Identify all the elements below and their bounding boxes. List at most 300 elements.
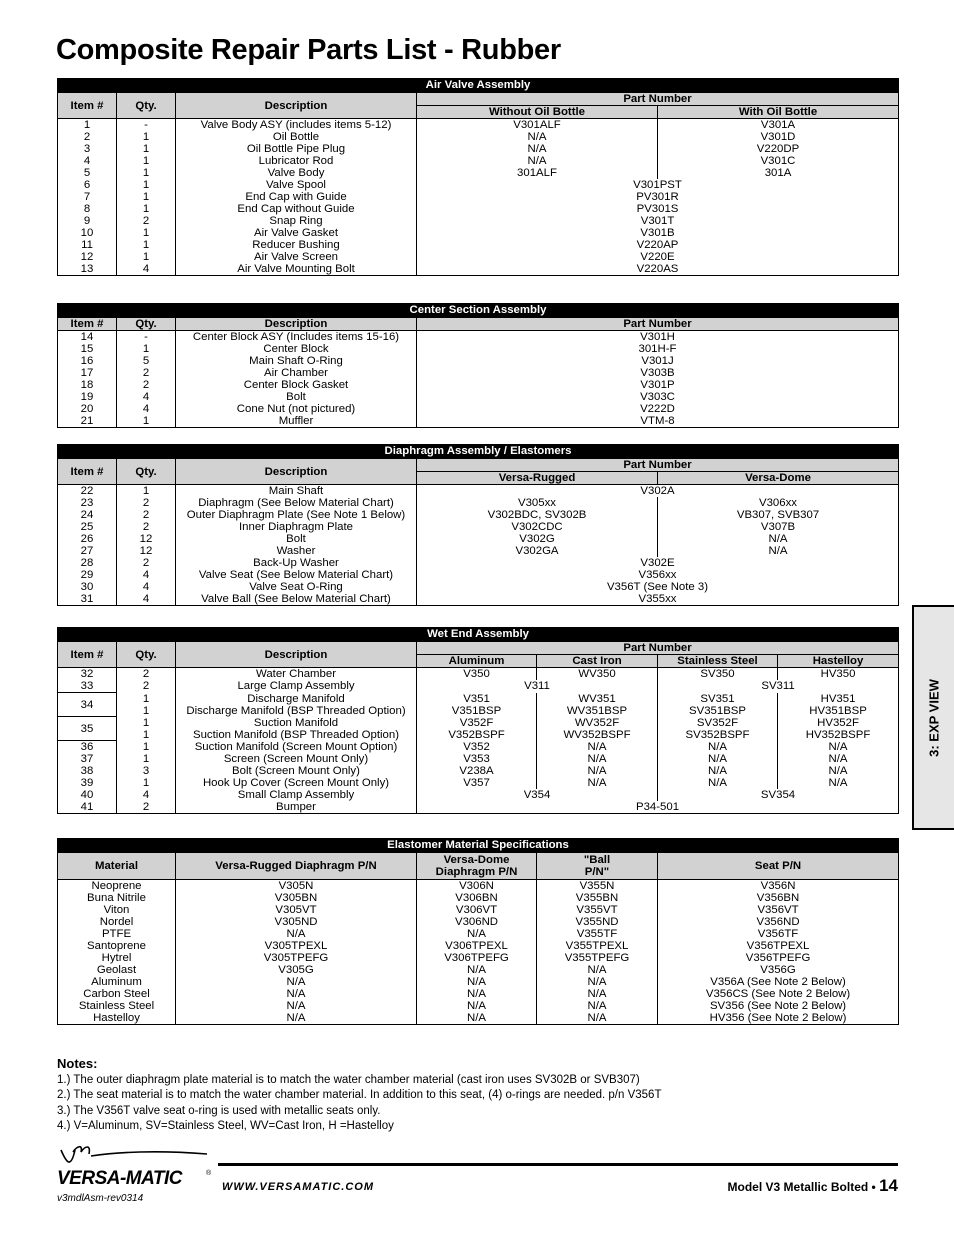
table-row xyxy=(58,557,899,569)
cell: N/A xyxy=(778,777,899,789)
cell: V306xx xyxy=(658,497,899,509)
cell: Valve Ball (See Below Material Chart) xyxy=(176,593,417,606)
cell: 19 xyxy=(58,391,117,403)
table-row xyxy=(58,801,899,814)
header-versa-dome: Versa-Dome xyxy=(658,472,899,485)
header-line: Diaphragm P/N xyxy=(435,866,518,878)
table-row xyxy=(58,680,899,693)
table-row xyxy=(58,988,899,1000)
section-title: Center Section Assembly xyxy=(58,304,899,318)
table-row xyxy=(58,569,899,581)
cell: V311 xyxy=(417,680,658,693)
table-row xyxy=(58,215,899,227)
section-tab-label: 3: EXP VIEW xyxy=(926,678,942,757)
header-with-oil-bottle: With Oil Bottle xyxy=(658,106,899,119)
cell: V356CS (See Note 2 Below) xyxy=(658,988,899,1000)
cell: V355TPEFG xyxy=(537,952,658,964)
note: 3.) The V356T valve seat o-ring is used with metallic seats only. xyxy=(57,1104,381,1117)
cell: Cone Nut (not pictured) xyxy=(176,403,417,415)
header-versa-rugged: Versa-Rugged xyxy=(417,472,658,485)
cell: V356BN xyxy=(658,892,899,904)
cell: 23 xyxy=(58,497,117,509)
cell: V356ND xyxy=(658,916,899,928)
cell: 301H-F xyxy=(417,343,899,355)
cell: V301A xyxy=(658,119,899,132)
cell: WV352F xyxy=(537,717,658,729)
cell: N/A xyxy=(537,1000,658,1012)
header-hastelloy: Hastelloy xyxy=(778,655,899,668)
cell: 39 xyxy=(58,777,117,789)
cell: Water Chamber xyxy=(176,668,417,681)
cell: 2 xyxy=(117,367,176,379)
header-versa-rugged-pn: Versa-Rugged Diaphragm P/N xyxy=(176,853,417,880)
cell: 13 xyxy=(58,263,117,276)
diaphragm-table xyxy=(57,444,899,606)
cell: Bolt (Screen Mount Only) xyxy=(176,765,417,777)
table-row xyxy=(58,705,899,717)
cell: Center Block Gasket xyxy=(176,379,417,391)
cell: V307B xyxy=(658,521,899,533)
table-row xyxy=(58,379,899,391)
header-item: Item # xyxy=(58,318,117,331)
header-part-number: Part Number xyxy=(417,642,899,655)
note: 2.) The seat material is to match the water chamber material. In addition to this seat, (4) o-rings are needed. p/n V356T xyxy=(57,1089,662,1101)
cell: V355N xyxy=(537,880,658,893)
table-row xyxy=(58,509,899,521)
cell: V305TPEXL xyxy=(176,940,417,952)
table-row xyxy=(58,143,899,155)
cell: Inner Diaphragm Plate xyxy=(176,521,417,533)
cell: 11 xyxy=(58,239,117,251)
table-row xyxy=(58,789,899,801)
cell: N/A xyxy=(417,155,658,167)
cell: V354 xyxy=(417,789,658,801)
cell: Snap Ring xyxy=(176,215,417,227)
cell: Center Block ASY (Includes items 15-16) xyxy=(176,331,417,344)
website-link[interactable]: WWW.VERSAMATIC.COM xyxy=(222,1181,375,1193)
cell: 1 xyxy=(117,167,176,179)
cell: 1 xyxy=(58,119,117,132)
cell: 12 xyxy=(117,533,176,545)
cell: V355TF xyxy=(537,928,658,940)
table-row xyxy=(58,593,899,606)
cell: 2 xyxy=(117,557,176,569)
cell: Air Valve Screen xyxy=(176,251,417,263)
cell: 5 xyxy=(58,167,117,179)
cell: 1 xyxy=(117,343,176,355)
header-qty: Qty. xyxy=(117,93,176,119)
cell: N/A xyxy=(778,753,899,765)
header-item: Item # xyxy=(58,459,117,485)
cell: SV351BSP xyxy=(658,705,778,717)
section-title: Diaphragm Assembly / Elastomers xyxy=(58,445,899,459)
cell: V357 xyxy=(417,777,537,789)
cell: 10 xyxy=(58,227,117,239)
table-row xyxy=(58,581,899,593)
table-row xyxy=(58,904,899,916)
cell: N/A xyxy=(658,765,778,777)
table-row xyxy=(58,753,899,765)
cell: 41 xyxy=(58,801,117,814)
cell: V222D xyxy=(417,403,899,415)
cell: Main Shaft xyxy=(176,485,417,498)
cell: 30 xyxy=(58,581,117,593)
cell: Aluminum xyxy=(58,976,176,988)
cell: Buna Nitrile xyxy=(58,892,176,904)
cell: End Cap with Guide xyxy=(176,191,417,203)
cell: N/A xyxy=(778,765,899,777)
header-seat-pn: Seat P/N xyxy=(658,853,899,880)
cell: Geolast xyxy=(58,964,176,976)
table-row xyxy=(58,239,899,251)
cell: V306TPEXL xyxy=(417,940,537,952)
table-row xyxy=(58,892,899,904)
cell: N/A xyxy=(537,741,658,754)
cell: N/A xyxy=(537,777,658,789)
header-part-number: Part Number xyxy=(417,318,899,331)
cell: SV356 (See Note 2 Below) xyxy=(658,1000,899,1012)
header-cast-iron: Cast Iron xyxy=(537,655,658,668)
revision-code: v3mdlAsm-rev0314 xyxy=(57,1193,144,1204)
note: 1.) The outer diaphragm plate material is to match the water chamber material (cast iron uses SV302B or SVB307) xyxy=(57,1073,640,1086)
cell: N/A xyxy=(417,964,537,976)
table-row xyxy=(58,497,899,509)
cell: 25 xyxy=(58,521,117,533)
section-tab[interactable] xyxy=(912,605,954,830)
cell: N/A xyxy=(537,753,658,765)
cell: V306TPEFG xyxy=(417,952,537,964)
cell: Hastelloy xyxy=(58,1012,176,1025)
cell: 26 xyxy=(58,533,117,545)
cell: Oil Bottle xyxy=(176,131,417,143)
cell: 3 xyxy=(58,143,117,155)
header-ball-pn xyxy=(537,853,658,880)
table-row xyxy=(58,964,899,976)
cell: 1 xyxy=(117,155,176,167)
cell: 1 xyxy=(117,729,176,741)
cell: Suction Manifold (BSP Threaded Option) xyxy=(176,729,417,741)
cell: N/A xyxy=(176,988,417,1000)
cell: Stainless Steel xyxy=(58,1000,176,1012)
cell: HV351 xyxy=(778,693,899,705)
cell: SV350 xyxy=(658,668,778,681)
cell: V356xx xyxy=(417,569,899,581)
notes xyxy=(57,1056,661,1135)
cell: V301P xyxy=(417,379,899,391)
cell: Carbon Steel xyxy=(58,988,176,1000)
cell: WV350 xyxy=(537,668,658,681)
cell: SV354 xyxy=(658,789,899,801)
cell: 4 xyxy=(117,403,176,415)
cell: 24 xyxy=(58,509,117,521)
cell: Screen (Screen Mount Only) xyxy=(176,753,417,765)
cell: 35 xyxy=(58,717,117,741)
cell: V305xx xyxy=(417,497,658,509)
wet-end-table xyxy=(57,627,899,814)
table-row xyxy=(58,331,899,344)
cell: V356TF xyxy=(658,928,899,940)
cell: N/A xyxy=(658,741,778,754)
cell: V356TPEFG xyxy=(658,952,899,964)
table-row xyxy=(58,167,899,179)
cell: 4 xyxy=(117,789,176,801)
cell: Lubricator Rod xyxy=(176,155,417,167)
cell: N/A xyxy=(417,143,658,155)
table-row xyxy=(58,367,899,379)
cell: 1 xyxy=(117,227,176,239)
cell: 12 xyxy=(58,251,117,263)
cell: WV352BSPF xyxy=(537,729,658,741)
cell: 9 xyxy=(58,215,117,227)
header-part-number: Part Number xyxy=(417,93,899,106)
table-row xyxy=(58,717,899,729)
cell: V352BSPF xyxy=(417,729,537,741)
cell: WV351BSP xyxy=(537,705,658,717)
cell: Washer xyxy=(176,545,417,557)
table-row xyxy=(58,403,899,415)
cell: PV301R xyxy=(417,191,899,203)
cell: Center Block xyxy=(176,343,417,355)
header-aluminum: Aluminum xyxy=(417,655,537,668)
cell: Small Clamp Assembly xyxy=(176,789,417,801)
table-row xyxy=(58,251,899,263)
cell: 2 xyxy=(117,668,176,681)
cell: 8 xyxy=(58,203,117,215)
cell: N/A xyxy=(417,1000,537,1012)
cell: V356N xyxy=(658,880,899,893)
cell: End Cap without Guide xyxy=(176,203,417,215)
cell: 2 xyxy=(117,497,176,509)
section-title: Elastomer Material Specifications xyxy=(58,839,899,853)
table-row xyxy=(58,263,899,276)
cell: V306N xyxy=(417,880,537,893)
cell: VTM-8 xyxy=(417,415,899,428)
cell: Discharge Manifold (BSP Threaded Option) xyxy=(176,705,417,717)
model-and-page xyxy=(728,1176,898,1196)
cell: V301B xyxy=(417,227,899,239)
cell: 1 xyxy=(117,717,176,729)
cell: V301ALF xyxy=(417,119,658,132)
table-row xyxy=(58,916,899,928)
table-row xyxy=(58,741,899,754)
header-versa-dome-pn xyxy=(417,853,537,880)
cell: V220AP xyxy=(417,239,899,251)
table-row xyxy=(58,391,899,403)
cell: PTFE xyxy=(58,928,176,940)
cell: - xyxy=(117,331,176,344)
cell: 38 xyxy=(58,765,117,777)
cell: N/A xyxy=(176,1000,417,1012)
table-row xyxy=(58,952,899,964)
cell: N/A xyxy=(176,928,417,940)
cell: N/A xyxy=(417,928,537,940)
cell: 301A xyxy=(658,167,899,179)
cell: 32 xyxy=(58,668,117,681)
cell: N/A xyxy=(537,765,658,777)
cell: Large Clamp Assembly xyxy=(176,680,417,693)
cell: V356TPEXL xyxy=(658,940,899,952)
cell: V351 xyxy=(417,693,537,705)
cell: V301D xyxy=(658,131,899,143)
table-row xyxy=(58,729,899,741)
cell: Air Valve Mounting Bolt xyxy=(176,263,417,276)
header-qty: Qty. xyxy=(117,318,176,331)
header-stainless-steel: Stainless Steel xyxy=(658,655,778,668)
cell: 1 xyxy=(117,415,176,428)
cell: HV351BSP xyxy=(778,705,899,717)
page-title: Composite Repair Parts List - Rubber xyxy=(56,34,561,66)
cell: V302GA xyxy=(417,545,658,557)
cell: V301H xyxy=(417,331,899,344)
cell: 6 xyxy=(58,179,117,191)
cell: V301T xyxy=(417,215,899,227)
cell: 1 xyxy=(117,191,176,203)
cell: V352 xyxy=(417,741,537,754)
header-qty: Qty. xyxy=(117,642,176,668)
cell: 14 xyxy=(58,331,117,344)
cell: N/A xyxy=(537,964,658,976)
cell: Viton xyxy=(58,904,176,916)
cell: Air Valve Gasket xyxy=(176,227,417,239)
cell: V303B xyxy=(417,367,899,379)
cell: 1 xyxy=(117,251,176,263)
cell: 37 xyxy=(58,753,117,765)
cell: Valve Body ASY (includes items 5-12) xyxy=(176,119,417,132)
cell: V355VT xyxy=(537,904,658,916)
cell: Valve Spool xyxy=(176,179,417,191)
cell: V301J xyxy=(417,355,899,367)
cell: HV350 xyxy=(778,668,899,681)
cell: 20 xyxy=(58,403,117,415)
table-row xyxy=(58,1012,899,1025)
cell: 1 xyxy=(117,131,176,143)
cell: V220E xyxy=(417,251,899,263)
cell: V306ND xyxy=(417,916,537,928)
table-row xyxy=(58,155,899,167)
cell: 15 xyxy=(58,343,117,355)
cell: V238A xyxy=(417,765,537,777)
cell: Back-Up Washer xyxy=(176,557,417,569)
cell: V353 xyxy=(417,753,537,765)
cell: 40 xyxy=(58,789,117,801)
cell: 1 xyxy=(117,777,176,789)
notes-title: Notes: xyxy=(57,1056,98,1071)
cell: 33 xyxy=(58,680,117,693)
table-row xyxy=(58,191,899,203)
table-row xyxy=(58,203,899,215)
header-description: Description xyxy=(176,642,417,668)
cell: 27 xyxy=(58,545,117,557)
cell: 36 xyxy=(58,741,117,754)
cell: Santoprene xyxy=(58,940,176,952)
cell: 4 xyxy=(117,593,176,606)
table-row xyxy=(58,928,899,940)
cell: Diaphragm (See Below Material Chart) xyxy=(176,497,417,509)
brand-name: VERSA-MATIC xyxy=(57,1168,183,1189)
cell: 21 xyxy=(58,415,117,428)
cell: 5 xyxy=(117,355,176,367)
cell: 29 xyxy=(58,569,117,581)
header-line: "Ball xyxy=(583,854,611,866)
cell: V302E xyxy=(417,557,899,569)
cell: 2 xyxy=(117,521,176,533)
cell: 2 xyxy=(117,379,176,391)
cell: Bolt xyxy=(176,391,417,403)
cell: V355TPEXL xyxy=(537,940,658,952)
cell: 1 xyxy=(117,485,176,498)
cell: 2 xyxy=(117,680,176,693)
section-title: Wet End Assembly xyxy=(58,628,899,642)
cell: V302G xyxy=(417,533,658,545)
cell: 1 xyxy=(117,239,176,251)
air-valve-table xyxy=(57,78,899,276)
header-without-oil-bottle: Without Oil Bottle xyxy=(417,106,658,119)
cell: P34-501 xyxy=(417,801,899,814)
table-row xyxy=(58,1000,899,1012)
table-row xyxy=(58,940,899,952)
note: 4.) V=Aluminum, SV=Stainless Steel, WV=Cast Iron, H =Hastelloy xyxy=(57,1120,394,1132)
cell: Suction Manifold (Screen Mount Option) xyxy=(176,741,417,754)
cell: 4 xyxy=(117,581,176,593)
cell: 1 xyxy=(117,693,176,705)
table-row xyxy=(58,415,899,428)
table-row xyxy=(58,668,899,681)
cell: V350 xyxy=(417,668,537,681)
header-material: Material xyxy=(58,853,176,880)
cell: 4 xyxy=(58,155,117,167)
cell: N/A xyxy=(176,976,417,988)
cell: 1 xyxy=(117,705,176,717)
cell: V356T (See Note 3) xyxy=(417,581,899,593)
cell: Neoprene xyxy=(58,880,176,893)
cell: Outer Diaphragm Plate (See Note 1 Below) xyxy=(176,509,417,521)
cell: N/A xyxy=(417,976,537,988)
cell: PV301S xyxy=(417,203,899,215)
cell: N/A xyxy=(537,988,658,1000)
cell: 28 xyxy=(58,557,117,569)
header-description: Description xyxy=(176,318,417,331)
table-row xyxy=(58,343,899,355)
cell: V220DP xyxy=(658,143,899,155)
cell: HV356 (See Note 2 Below) xyxy=(658,1012,899,1025)
cell: V303C xyxy=(417,391,899,403)
cell: SV311 xyxy=(658,680,899,693)
cell: SV352F xyxy=(658,717,778,729)
cell: V306BN xyxy=(417,892,537,904)
center-section-table xyxy=(57,303,899,428)
cell: V302A xyxy=(417,485,899,498)
cell: Air Chamber xyxy=(176,367,417,379)
cell: 301ALF xyxy=(417,167,658,179)
cell: N/A xyxy=(417,1012,537,1025)
cell: Oil Bottle Pipe Plug xyxy=(176,143,417,155)
cell: N/A xyxy=(537,1012,658,1025)
cell: V301PST xyxy=(417,179,899,191)
cell: 2 xyxy=(58,131,117,143)
cell: 18 xyxy=(58,379,117,391)
cell: Nordel xyxy=(58,916,176,928)
cell: V356A (See Note 2 Below) xyxy=(658,976,899,988)
cell: Valve Seat O-Ring xyxy=(176,581,417,593)
table-row xyxy=(58,179,899,191)
registered-mark: ® xyxy=(206,1170,212,1177)
cell: 2 xyxy=(117,509,176,521)
cell: N/A xyxy=(778,741,899,754)
cell: SV352BSPF xyxy=(658,729,778,741)
cell: V351BSP xyxy=(417,705,537,717)
cell: 22 xyxy=(58,485,117,498)
cell: Bolt xyxy=(176,533,417,545)
